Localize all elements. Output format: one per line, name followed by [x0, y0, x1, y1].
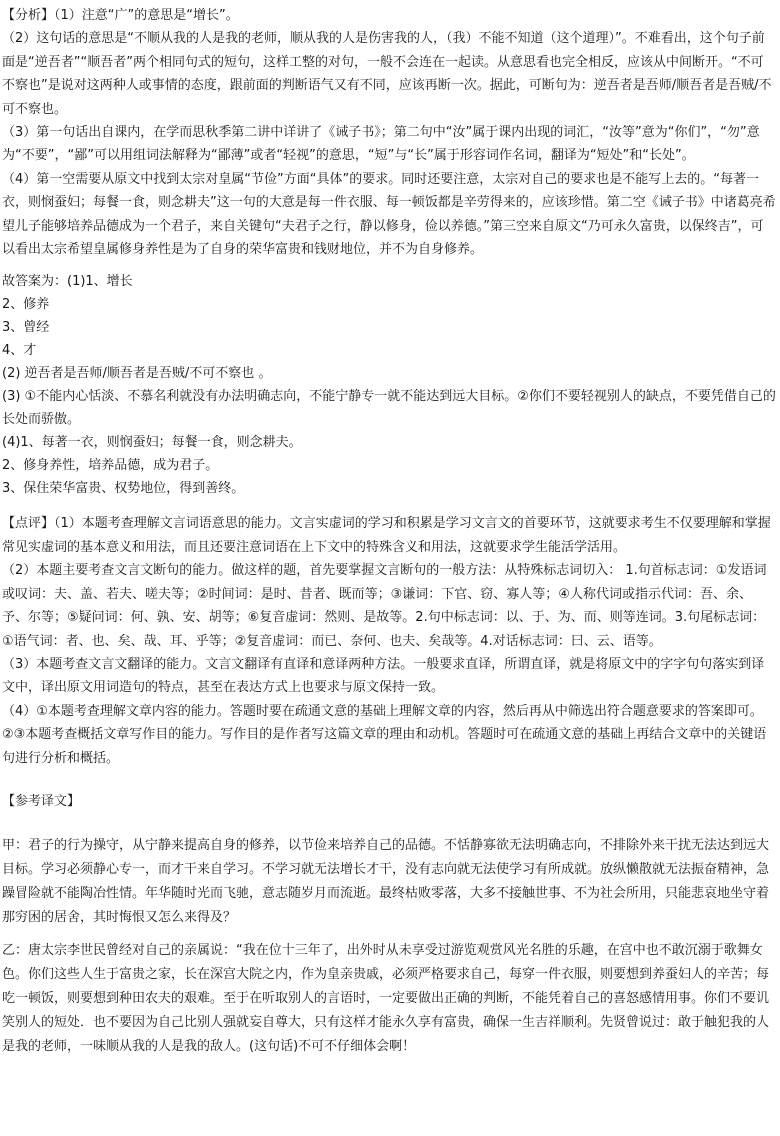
translation-heading: 【参考译文】	[2, 793, 81, 809]
translation-text-2: 乙：唐太宗李世民曾经对自己的亲属说：“我在位十三年了，出外时从未享受过游览观赏风光名胜的乐趣，在宫中也不敢沉溺于歌舞女色。你们这些人生于富贵之家，长在深宫大院之内，作为皇亲贵戚，必须严格要求自己，每穿一件衣服，则要想到养蚕妇人的辛苦；每吃一顿饭，则要想到种田农夫的艰难。至于在听取别人的言语时，一定要做出正确的判断，不能凭着自己的喜怒感情用事。你们不要讥笑别人的短处．也不要因为自己比别人强就妄自尊大，只有这样才能永久享有富贵，确保一生吉祥顺利。先贤曾说过：敢于触犯我的人是我的老师，一味顺从我的人是我的敌人。(这句话)不可不仔细体会啊！	[2, 942, 770, 1054]
translation-text-1: 甲：君子的行为操守，从宁静来提高自身的修养，以节俭来培养自己的品德。不恬静寡欲无法明确志向，不排除外来干扰无法达到远大目标。学习必须静心专一，而才干来自学习。不学习就无法增长才干，没有志向就无法使学习有所成就。放纵懒散就无法振奋精神，急躁冒险就不能陶冶性情。年华随时光而飞驰，意志随岁月而流逝。最终枯败零落，大多不接触世事、不为社会所用，只能悲哀地坐守着那穷困的居舍，其时悔恨又怎么来得及？	[2, 837, 770, 925]
comment-paragraph-2: （2）本题主要考查文言文断句的能力。做这样的题，首先要掌握文言断句的一般方法：从特殊标志词切入： 1.句首标志词：①发语词或叹词：夫、盖、若夫、嗟夫等；②时间词：是时、昔者、既而等；③谦词：下官、窃、寡人等；④人称代词或指示代词：吾、余、予、尔等；⑤疑问词：何、孰、安、胡等；⑥复音虚词：然则、是故等。2.句中标志词：以、于、为、而、则等连词。3.句尾标志词：①语气词：者、也、矣、哉、耳、乎等；②复音虚词：而已、奈何、也夫、矣哉等。4.对话标志词：曰、云、语等。	[2, 563, 767, 649]
answer-line-6: (3) ①不能内心恬淡、不慕名利就没有办法明确志向，不能宁静专一就不能达到远大目标。②你们不要轻视别人的缺点，不要凭借自己的长处而骄傲。	[2, 389, 776, 428]
analysis-paragraph-2: （2）这句话的意思是“不顺从我的人是我的老师，顺从我的人是伤害我的人，（我）不能不知道（这个道理）”。不难看出，这个句子前面是“逆吾者”“顺吾者”两个相同句式的短句，这样工整的对句，一般不会连在一起读。从意思看也完全相反，应该从中间断开。“不可不察也”是说对这两种人或事情的态度，跟前面的判断语气又有不同，应该再断一次。据此，可断句为：逆吾者是吾师/顺吾者是吾贼/不可不察也。	[2, 31, 772, 117]
comment-section	[2, 512, 776, 769]
analysis-paragraph-1: 【分析】（1）注意“广”的意思是“增长”。	[2, 8, 239, 23]
answer-line-4: 4、才	[2, 343, 37, 359]
analysis-paragraph-3: （3）第一句话出自课内，在学而思秋季第二讲中详讲了《诫子书》；第二句中“汝”属于课内出现的词汇，“汝等”意为“你们”，“勿”意为“不要”，“鄙”可以用组词法解释为“鄙薄”或者“轻视”的意思，“短”与“长”属于形容词作名词，翻译为“短处”和“长处”。	[2, 125, 760, 164]
comment-paragraph-4: （4）①本题考查理解文章内容的能力。答题时要在疏通文意的基础上理解文章的内容，然后再从中筛选出符合题意要求的答案即可。②③本题考查概括文章写作目的能力。写作目的是作者写这篇文章的理由和动机。答题时可在疏通文意的基础上再结合文章中的关键语句进行分析和概括。	[2, 703, 767, 766]
answer-section	[2, 270, 776, 500]
answer-line-9: 3、保住荣华富贵、权势地位，得到善终。	[2, 481, 245, 497]
translation-heading-section	[2, 790, 776, 814]
answer-line-1: 故答案为：(1)1、增长	[2, 274, 133, 290]
answer-line-3: 3、曾经	[2, 320, 50, 336]
translation-paragraph-2	[2, 939, 776, 1059]
analysis-paragraph-4: （4）第一空需要从原文中找到太宗对皇属“节俭”方面“具体”的要求。同时还要注意，太宗对自己的要求也是不能写上去的。“每著一衣，则悯蚕妇；每餐一食，则念耕夫”这一句的大意是每一件衣服、每一顿饭都是辛劳得来的，应该珍惜。第二空《诫子书》中诸葛亮希望儿子能够培养品德成为一个君子，来自关键句“夫君子之行，静以修身，俭以养德。”第三空来自原文“乃可永久富贵，以保终吉”，可以看出太宗希望皇属修身养性是为了自身的荣华富贵和钱财地位，并不为自身修养。	[2, 171, 776, 258]
translation-paragraph-1	[2, 834, 776, 930]
answer-line-5: (2) 逆吾者是吾师/顺吾者是吾贼/不可不察也 。	[2, 366, 272, 382]
answer-line-8: 2、修身养性，培养品德，成为君子。	[2, 458, 219, 474]
comment-paragraph-1: 【点评】（1）本题考查理解文言词语意思的能力。文言实虚词的学习和积累是学习文言文的首要环节，这就要求考生不仅要理解和掌握常见实虚词的基本意义和用法，而且还要注意词语在上下文中的特殊含义和用法，这就要求学生能活学活用。	[2, 516, 771, 555]
analysis-section	[2, 4, 776, 261]
answer-line-7: (4)1、每著一衣，则悯蚕妇；每餐一食，则念耕夫。	[2, 435, 302, 451]
answer-line-2: 2、修养	[2, 297, 50, 313]
comment-paragraph-3: （3）本题考查文言文翻译的能力。文言文翻译有直译和意译两种方法。一般要求直译，所谓直译，就是将原文中的字字句句落实到译文中，译出原文用词造句的特点，甚至在表达方式上也要求与原文保持一致。	[2, 656, 765, 696]
